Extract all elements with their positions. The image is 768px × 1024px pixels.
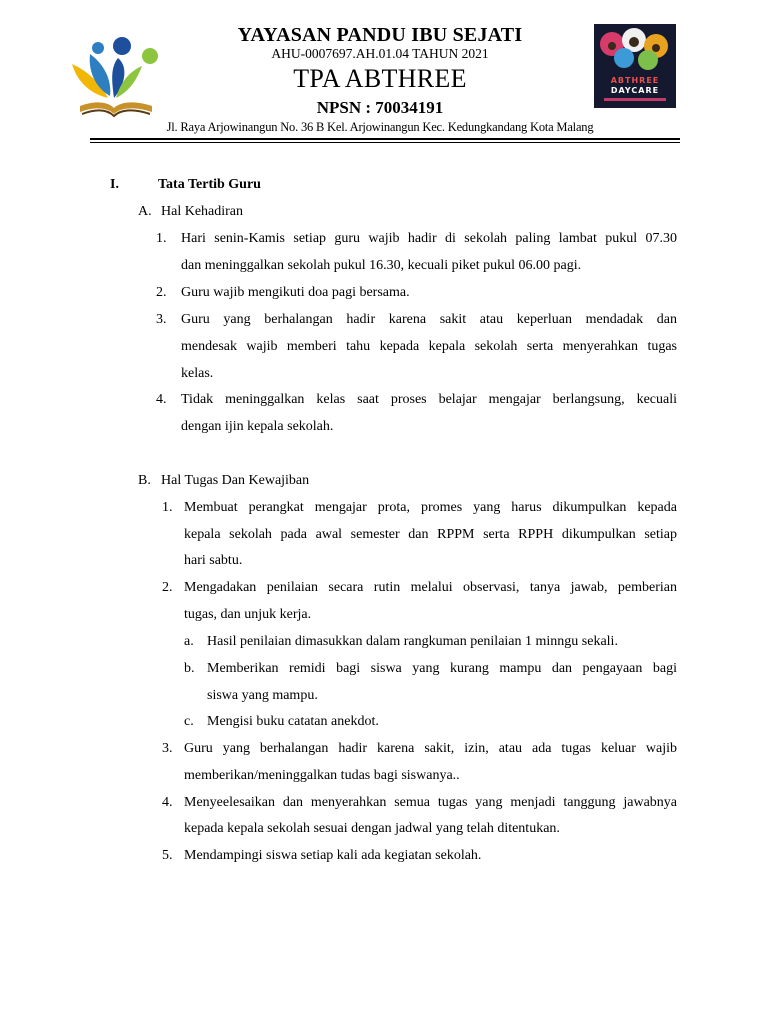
header-rule-thick — [90, 138, 680, 140]
sub-item-letter: a. — [184, 634, 194, 649]
daycare-logo-tagline-bar — [604, 98, 666, 101]
list-item-line: Hari senin-Kamis setiap guru wajib hadir di sekolah paling lambat pukul 07.30 — [181, 231, 677, 246]
list-item-number: 3. — [162, 741, 173, 756]
school-name: TPA ABTHREE — [293, 64, 467, 93]
list-item-line: kepala sekolah pada awal semester dan RPPM serta RPPH dikumpulkan setiap — [184, 527, 677, 542]
part-a-title: Hal Kehadiran — [161, 204, 244, 219]
list-item-number: 2. — [156, 285, 167, 300]
list-item-line: hari sabtu. — [184, 553, 243, 568]
list-item-line: kelas. — [181, 366, 214, 381]
list-item-line: Guru yang berhalangan hadir karena sakit atau keperluan mendadak dan — [181, 312, 677, 327]
list-item-number: 1. — [156, 231, 167, 246]
part-b-title: Hal Tugas Dan Kewajiban — [161, 473, 310, 488]
list-item-line: memberikan/meninggalkan tudas bagi siswanya.. — [184, 768, 460, 783]
list-item-line: dengan ijin kepala sekolah. — [181, 419, 334, 434]
sub-item-line: siswa yang mampu. — [207, 688, 318, 703]
daycare-logo-art — [594, 24, 676, 108]
sub-item-line: Memberikan remidi bagi siswa yang kurang mampu dan pengayaan bagi — [207, 661, 677, 676]
sub-item-letter: b. — [184, 661, 195, 676]
daycare-logo-text-2: DAYCARE — [610, 86, 660, 95]
address: Jl. Raya Arjowinangun No. 36 B Kel. Arjowinangun Kec. Kedungkandang Kota Malang — [166, 120, 594, 134]
foundation-logo — [68, 36, 160, 122]
section-title: Tata Tertib Guru — [158, 177, 261, 192]
list-item-number: 4. — [156, 392, 167, 407]
org-name: YAYASAN PANDU IBU SEJATI — [237, 24, 523, 46]
list-item-line: Guru yang berhalangan hadir karena sakit, izin, atau ada tugas keluar wajib — [184, 741, 677, 756]
npsn: NPSN : 70034191 — [316, 98, 444, 117]
part-a-letter: A. — [138, 204, 152, 219]
section-number: I. — [110, 177, 119, 192]
list-item-line: Menyeelesaikan dan menyerahkan semua tugas yang menjadi tanggung jawabnya — [184, 795, 677, 810]
list-item-number: 5. — [162, 848, 173, 863]
list-item-line: dan meninggalkan sekolah pukul 16.30, kecuali piket pukul 06.00 pagi. — [181, 258, 582, 273]
list-item-line: Mengadakan penilaian secara rutin melalui observasi, tanya jawab, pemberian — [184, 580, 677, 595]
list-item-line: Membuat perangkat mengajar prota, promes yang harus dikumpulkan kepada — [184, 500, 677, 515]
list-item-number: 3. — [156, 312, 167, 327]
list-item-number: 1. — [162, 500, 173, 515]
registration-number: AHU-0007697.AH.01.04 TAHUN 2021 — [271, 46, 489, 61]
sub-item-line: Hasil penilaian dimasukkan dalam rangkuman penilaian 1 minngu sekali. — [207, 634, 618, 649]
list-item-line: mendesak wajib memberi tahu kepada kepala sekolah serta menyerahkan tugas — [181, 339, 677, 354]
list-item-number: 2. — [162, 580, 173, 595]
daycare-logo-text-1: ABTHREE — [610, 76, 660, 85]
list-item-line: tugas, dan unjuk kerja. — [184, 607, 312, 622]
header-rule-thin — [90, 142, 680, 143]
list-item-line: Tidak meninggalkan kelas saat proses belajar mengajar berlangsung, kecuali — [181, 392, 677, 407]
list-item-line: Guru wajib mengikuti doa pagi bersama. — [181, 285, 410, 300]
list-item-number: 4. — [162, 795, 173, 810]
list-item-line: Mendampingi siswa setiap kali ada kegiatan sekolah. — [184, 848, 482, 863]
daycare-logo — [594, 24, 676, 108]
sub-item-letter: c. — [184, 714, 194, 729]
part-b-letter: B. — [138, 473, 151, 488]
list-item-line: kepada kepala sekolah sesuai dengan jadwal yang telah ditentukan. — [184, 821, 560, 836]
sub-item-line: Mengisi buku catatan anekdot. — [207, 714, 379, 729]
